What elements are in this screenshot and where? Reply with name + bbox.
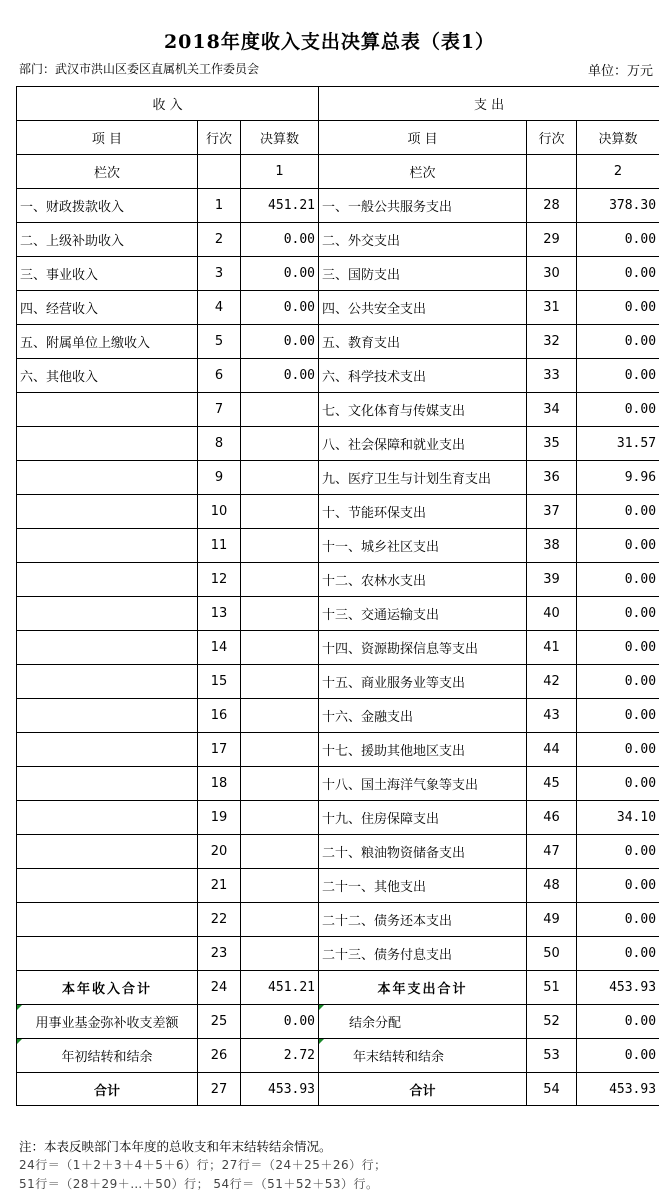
table-row: [17, 597, 659, 631]
summary-expense-item: 年末结转和结余: [319, 1039, 527, 1073]
income-amount: [241, 801, 319, 835]
report-title: 2018年度收入支出决算总表（表1）: [163, 31, 496, 53]
expense-line-no: 36: [527, 461, 577, 495]
income-item: 六、其他收入: [17, 359, 198, 393]
expense-line-no: 38: [527, 529, 577, 563]
table-row: [17, 903, 659, 937]
summary-income-line-no: 27: [198, 1073, 241, 1106]
income-line-no: 16: [198, 699, 241, 733]
income-item: [17, 767, 198, 801]
expense-column-number: 2: [577, 155, 659, 189]
table-row: [17, 801, 659, 835]
expense-column-blank: [527, 155, 577, 189]
income-amount: [241, 903, 319, 937]
table-row: [17, 393, 659, 427]
summary-expense-line-no: 54: [527, 1073, 577, 1106]
summary-income-amount: 451.21: [241, 971, 319, 1005]
income-line-no: 13: [198, 597, 241, 631]
expense-item: 十八、国土海洋气象等支出: [319, 767, 527, 801]
expense-line-no: 42: [527, 665, 577, 699]
income-line-no: 17: [198, 733, 241, 767]
summary-income-amount: 0.00: [241, 1005, 319, 1039]
column-header-row: [17, 121, 659, 155]
expense-line-no: 50: [527, 937, 577, 971]
expense-amount: 0.00: [577, 835, 659, 869]
income-item: [17, 393, 198, 427]
expense-item: 二、外交支出: [319, 223, 527, 257]
expense-line-no: 30: [527, 257, 577, 291]
expense-amount: 0.00: [577, 291, 659, 325]
cell-marker-icon: [17, 1039, 22, 1044]
summary-income-line-no: 25: [198, 1005, 241, 1039]
expense-item: 十一、城乡社区支出: [319, 529, 527, 563]
table-row: [17, 291, 659, 325]
income-amount: [241, 563, 319, 597]
income-line-no: 7: [198, 393, 241, 427]
summary-expense-amount: 453.93: [577, 971, 659, 1005]
note-line-3: 51行＝（28＋29＋…＋50）行； 54行＝（51＋52＋53）行。: [19, 1177, 379, 1191]
income-line-no: 5: [198, 325, 241, 359]
table-row: [17, 563, 659, 597]
income-amount: [241, 733, 319, 767]
income-column-label: 栏次: [17, 155, 198, 189]
expense-item: 十四、资源勘探信息等支出: [319, 631, 527, 665]
table-row: [17, 223, 659, 257]
expense-item: 八、社会保障和就业支出: [319, 427, 527, 461]
income-amount: [241, 835, 319, 869]
income-line-no: 11: [198, 529, 241, 563]
income-amount: [241, 699, 319, 733]
income-amount: [241, 665, 319, 699]
expense-item: 二十、粮油物资储备支出: [319, 835, 527, 869]
expense-amount: 0.00: [577, 563, 659, 597]
summary-income-item: 年初结转和结余: [17, 1039, 198, 1073]
income-amount: [241, 393, 319, 427]
expense-amount: 0.00: [577, 767, 659, 801]
income-item: [17, 529, 198, 563]
expense-item: 十五、商业服务业等支出: [319, 665, 527, 699]
table-row: [17, 189, 659, 223]
expense-line-no: 44: [527, 733, 577, 767]
income-line-no: 15: [198, 665, 241, 699]
expense-line-no: 43: [527, 699, 577, 733]
cell-marker-icon: [17, 1005, 22, 1010]
expense-amount: 0.00: [577, 257, 659, 291]
table-row: [17, 257, 659, 291]
expense-item: 四、公共安全支出: [319, 291, 527, 325]
expense-amount: 0.00: [577, 359, 659, 393]
table-row: [17, 495, 659, 529]
expense-item: 十七、援助其他地区支出: [319, 733, 527, 767]
table-row: [17, 767, 659, 801]
note-line-2: 24行＝（1＋2＋3＋4＋5＋6）行；27行＝（24＋25＋26）行；: [19, 1158, 387, 1172]
expense-line-no: 48: [527, 869, 577, 903]
expense-amount: 0.00: [577, 529, 659, 563]
income-amount: [241, 631, 319, 665]
expense-amount: 31.57: [577, 427, 659, 461]
expense-item: 十六、金融支出: [319, 699, 527, 733]
table-row: [17, 733, 659, 767]
income-line-no: 9: [198, 461, 241, 495]
summary-income-line-no: 24: [198, 971, 241, 1005]
expense-line-no: 32: [527, 325, 577, 359]
expense-amount: 0.00: [577, 903, 659, 937]
income-item: [17, 869, 198, 903]
expense-item: 二十二、债务还本支出: [319, 903, 527, 937]
income-line-no: 8: [198, 427, 241, 461]
cell-marker-icon: [319, 1039, 324, 1044]
income-amount: [241, 427, 319, 461]
expense-line-header: 行次: [527, 121, 577, 155]
table-row: [17, 427, 659, 461]
income-amount: 451.21: [241, 189, 319, 223]
income-line-no: 10: [198, 495, 241, 529]
expense-amount: 0.00: [577, 733, 659, 767]
expense-line-no: 29: [527, 223, 577, 257]
income-item: [17, 937, 198, 971]
expense-item-header: 项 目: [319, 121, 527, 155]
summary-income-item: 本年收入合计: [17, 971, 198, 1005]
income-item: [17, 427, 198, 461]
income-item: [17, 835, 198, 869]
income-line-no: 6: [198, 359, 241, 393]
table-row: [17, 937, 659, 971]
expense-amount: 0.00: [577, 495, 659, 529]
income-item: [17, 699, 198, 733]
expense-line-no: 31: [527, 291, 577, 325]
summary-row: [17, 1005, 659, 1039]
summary-expense-item: 本年支出合计: [319, 971, 527, 1005]
summary-expense-line-no: 53: [527, 1039, 577, 1073]
income-item: [17, 801, 198, 835]
income-item: 四、经营收入: [17, 291, 198, 325]
expense-amount: 0.00: [577, 223, 659, 257]
summary-income-item: 合计: [17, 1073, 198, 1106]
income-amount-header: 决算数: [241, 121, 319, 155]
summary-expense-amount: 453.93: [577, 1073, 659, 1106]
income-amount: 0.00: [241, 257, 319, 291]
income-item: 二、上级补助收入: [17, 223, 198, 257]
expense-amount: 378.30: [577, 189, 659, 223]
summary-row: [17, 971, 659, 1005]
expense-amount: 0.00: [577, 665, 659, 699]
expense-item: 一、一般公共服务支出: [319, 189, 527, 223]
summary-income-item: 用事业基金弥补收支差额: [17, 1005, 198, 1039]
summary-expense-amount: 0.00: [577, 1005, 659, 1039]
table-row: [17, 631, 659, 665]
cell-marker-icon: [319, 1005, 324, 1010]
income-line-no: 12: [198, 563, 241, 597]
summary-expense-line-no: 51: [527, 971, 577, 1005]
income-amount: 0.00: [241, 359, 319, 393]
income-item: [17, 461, 198, 495]
income-amount: [241, 937, 319, 971]
expense-amount: 34.10: [577, 801, 659, 835]
department-label: 部门：武汉市洪山区委区直属机关工作委员会: [19, 62, 260, 76]
income-amount: [241, 529, 319, 563]
income-line-no: 1: [198, 189, 241, 223]
income-expense-table: [16, 86, 659, 1106]
table-row: [17, 461, 659, 495]
income-amount: [241, 495, 319, 529]
expense-amount: 0.00: [577, 325, 659, 359]
income-line-header: 行次: [198, 121, 241, 155]
expense-column-label: 栏次: [319, 155, 527, 189]
income-column-number: 1: [241, 155, 319, 189]
expense-line-no: 35: [527, 427, 577, 461]
expense-item: 六、科学技术支出: [319, 359, 527, 393]
income-line-no: 23: [198, 937, 241, 971]
expense-line-no: 34: [527, 393, 577, 427]
expense-line-no: 28: [527, 189, 577, 223]
income-line-no: 22: [198, 903, 241, 937]
income-item: [17, 631, 198, 665]
expense-line-no: 49: [527, 903, 577, 937]
income-item: [17, 665, 198, 699]
expense-item: 三、国防支出: [319, 257, 527, 291]
expense-amount: 0.00: [577, 597, 659, 631]
expense-item: 十、节能环保支出: [319, 495, 527, 529]
income-amount: 0.00: [241, 291, 319, 325]
summary-income-amount: 2.72: [241, 1039, 319, 1073]
income-line-no: 20: [198, 835, 241, 869]
income-line-no: 3: [198, 257, 241, 291]
income-item: 五、附属单位上缴收入: [17, 325, 198, 359]
expense-item: 十二、农林水支出: [319, 563, 527, 597]
summary-expense-item: 合计: [319, 1073, 527, 1106]
income-item: 三、事业收入: [17, 257, 198, 291]
table-row: [17, 665, 659, 699]
summary-expense-amount: 0.00: [577, 1039, 659, 1073]
table-row: [17, 869, 659, 903]
summary-income-line-no: 26: [198, 1039, 241, 1073]
income-item: [17, 597, 198, 631]
summary-row: [17, 1039, 659, 1073]
expense-item: 十九、住房保障支出: [319, 801, 527, 835]
income-amount: [241, 461, 319, 495]
note-line-1: 注：本表反映部门本年度的总收支和年末结转结余情况。: [19, 1139, 332, 1154]
section-header-row: [17, 87, 659, 121]
expense-line-no: 46: [527, 801, 577, 835]
income-item: 一、财政拨款收入: [17, 189, 198, 223]
summary-expense-item: 结余分配: [319, 1005, 527, 1039]
income-item-header: 项 目: [17, 121, 198, 155]
expense-section-header: 支 出: [319, 87, 659, 121]
column-number-row: [17, 155, 659, 189]
expense-line-no: 37: [527, 495, 577, 529]
summary-income-amount: 453.93: [241, 1073, 319, 1106]
expense-item: 七、文化体育与传媒支出: [319, 393, 527, 427]
income-item: [17, 733, 198, 767]
income-item: [17, 903, 198, 937]
income-line-no: 14: [198, 631, 241, 665]
expense-line-no: 41: [527, 631, 577, 665]
income-line-no: 21: [198, 869, 241, 903]
expense-amount: 0.00: [577, 631, 659, 665]
income-amount: 0.00: [241, 325, 319, 359]
expense-line-no: 45: [527, 767, 577, 801]
table-row: [17, 325, 659, 359]
expense-line-no: 47: [527, 835, 577, 869]
income-item: [17, 495, 198, 529]
income-section-header: 收 入: [17, 87, 319, 121]
income-line-no: 19: [198, 801, 241, 835]
expense-amount: 0.00: [577, 937, 659, 971]
expense-line-no: 39: [527, 563, 577, 597]
summary-row: [17, 1073, 659, 1106]
expense-item: 十三、交通运输支出: [319, 597, 527, 631]
income-item: [17, 563, 198, 597]
unit-label: 单位：万元: [587, 64, 653, 79]
income-line-no: 2: [198, 223, 241, 257]
income-amount: [241, 767, 319, 801]
table-row: [17, 699, 659, 733]
expense-amount-header: 决算数: [577, 121, 659, 155]
table-row: [17, 835, 659, 869]
expense-item: 二十一、其他支出: [319, 869, 527, 903]
expense-amount: 0.00: [577, 393, 659, 427]
income-amount: 0.00: [241, 223, 319, 257]
expense-item: 二十三、债务付息支出: [319, 937, 527, 971]
income-column-blank: [198, 155, 241, 189]
expense-amount: 0.00: [577, 869, 659, 903]
income-line-no: 4: [198, 291, 241, 325]
table-row: [17, 529, 659, 563]
expense-line-no: 40: [527, 597, 577, 631]
expense-item: 九、医疗卫生与计划生育支出: [319, 461, 527, 495]
expense-amount: 0.00: [577, 699, 659, 733]
summary-expense-line-no: 52: [527, 1005, 577, 1039]
income-amount: [241, 597, 319, 631]
income-amount: [241, 869, 319, 903]
table-row: [17, 359, 659, 393]
expense-amount: 9.96: [577, 461, 659, 495]
expense-item: 五、教育支出: [319, 325, 527, 359]
footnotes: [19, 1137, 387, 1194]
expense-line-no: 33: [527, 359, 577, 393]
income-line-no: 18: [198, 767, 241, 801]
